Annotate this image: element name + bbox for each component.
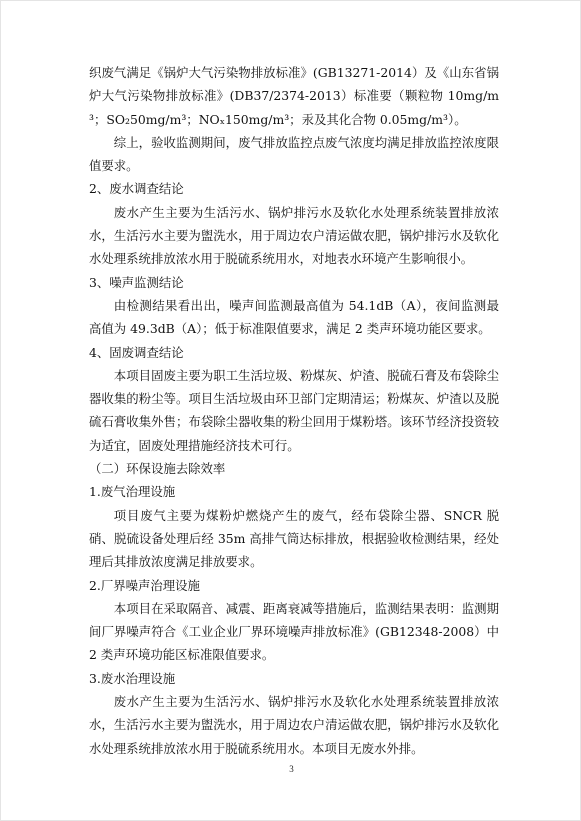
heading-wastewater-conclusion: 2、废水调查结论 [89,181,184,197]
heading-noise-facilities: 2.厂界噪声治理设施 [89,577,200,593]
heading-solid-waste-conclusion: 4、固废调查结论 [89,344,184,360]
paragraph-solid-waste-conclusion: 本项目固废主要为职工生活垃圾、粉煤灰、炉渣、脱硫石膏及布袋除尘器收集的粉尘等。项目生活垃圾由环卫部门定期清运；粉煤灰、炉渣以及脱硫石膏收集外售；布袋除尘器收集的粉尘回用于煤粉塔。该环节经济投资较为适宜，固废处理措施经济技术可行。 [89,367,499,453]
paragraph-wastewater-conclusion: 废水产生主要为生活污水、锅炉排污水及软化水处理系统装置排放浓水，生活污水主要为盥洗水，用于周边农户清运做农肥，锅炉排污水及软化水处理系统排放浓水用于脱硫系统用水，对地表水环境产生影响很小。 [89,204,499,267]
document-body [89,61,499,760]
page-number: 3 [289,764,294,774]
paragraph-noise-conclusion: 由检测结果看出出，噪声间监测最高值为 54.1dB（A），夜间监测最高值为 49.3dB（A）；低于标准限值要求，满足 2 类声环境功能区要求。 [89,297,499,337]
heading-wastewater-facilities: 3.废水治理设施 [89,670,176,686]
paragraph-noise-facilities: 本项目在采取隔音、减震、距离衰减等措施后，监测结果表明：监测期间厂界噪声符合《工业企业厂界环境噪声排放标准》(GB12348-2008）中 2 类声环境功能区标准限值要求。 [89,600,499,663]
heading-noise-conclusion: 3、噪声监测结论 [89,274,184,290]
paragraph-exhaust-standards: 织废气满足《锅炉大气污染物排放标准》(GB13271-2014）及《山东省锅炉大气污染物排放标准》(DB37/2374-2013）标准要（颗粒物 10mg/m³；SO₂50mg/m³；NOₓ150mg/m³；汞及其化合物 0.05mg/m³）。 [89,65,499,127]
heading-removal-efficiency: （二）环保设施去除效率 [89,461,226,477]
paragraph-exhaust-summary: 综上，验收监测期间，废气排放监控点废气浓度均满足排放监控浓度限值要求。 [89,134,499,174]
paragraph-wastewater-facilities: 废水产生主要为生活污水、锅炉排污水及软化水处理系统装置排放浓水，生活污水主要为盥洗水，用于周边农户清运做农肥，锅炉排污水及软化水处理系统排放浓水用于脱硫系统用水。本项目无废水外排。 [89,694,499,756]
heading-exhaust-facilities: 1.废气治理设施 [89,484,176,500]
paragraph-exhaust-facilities: 项目废气主要为煤粉炉燃烧产生的废气，经布袋除尘器、SNCR 脱硝、脱硫设备处理后经 35m 高排气筒达标排放，根据验收检测结果，经处理后其排放浓度满足排放要求。 [89,507,499,570]
